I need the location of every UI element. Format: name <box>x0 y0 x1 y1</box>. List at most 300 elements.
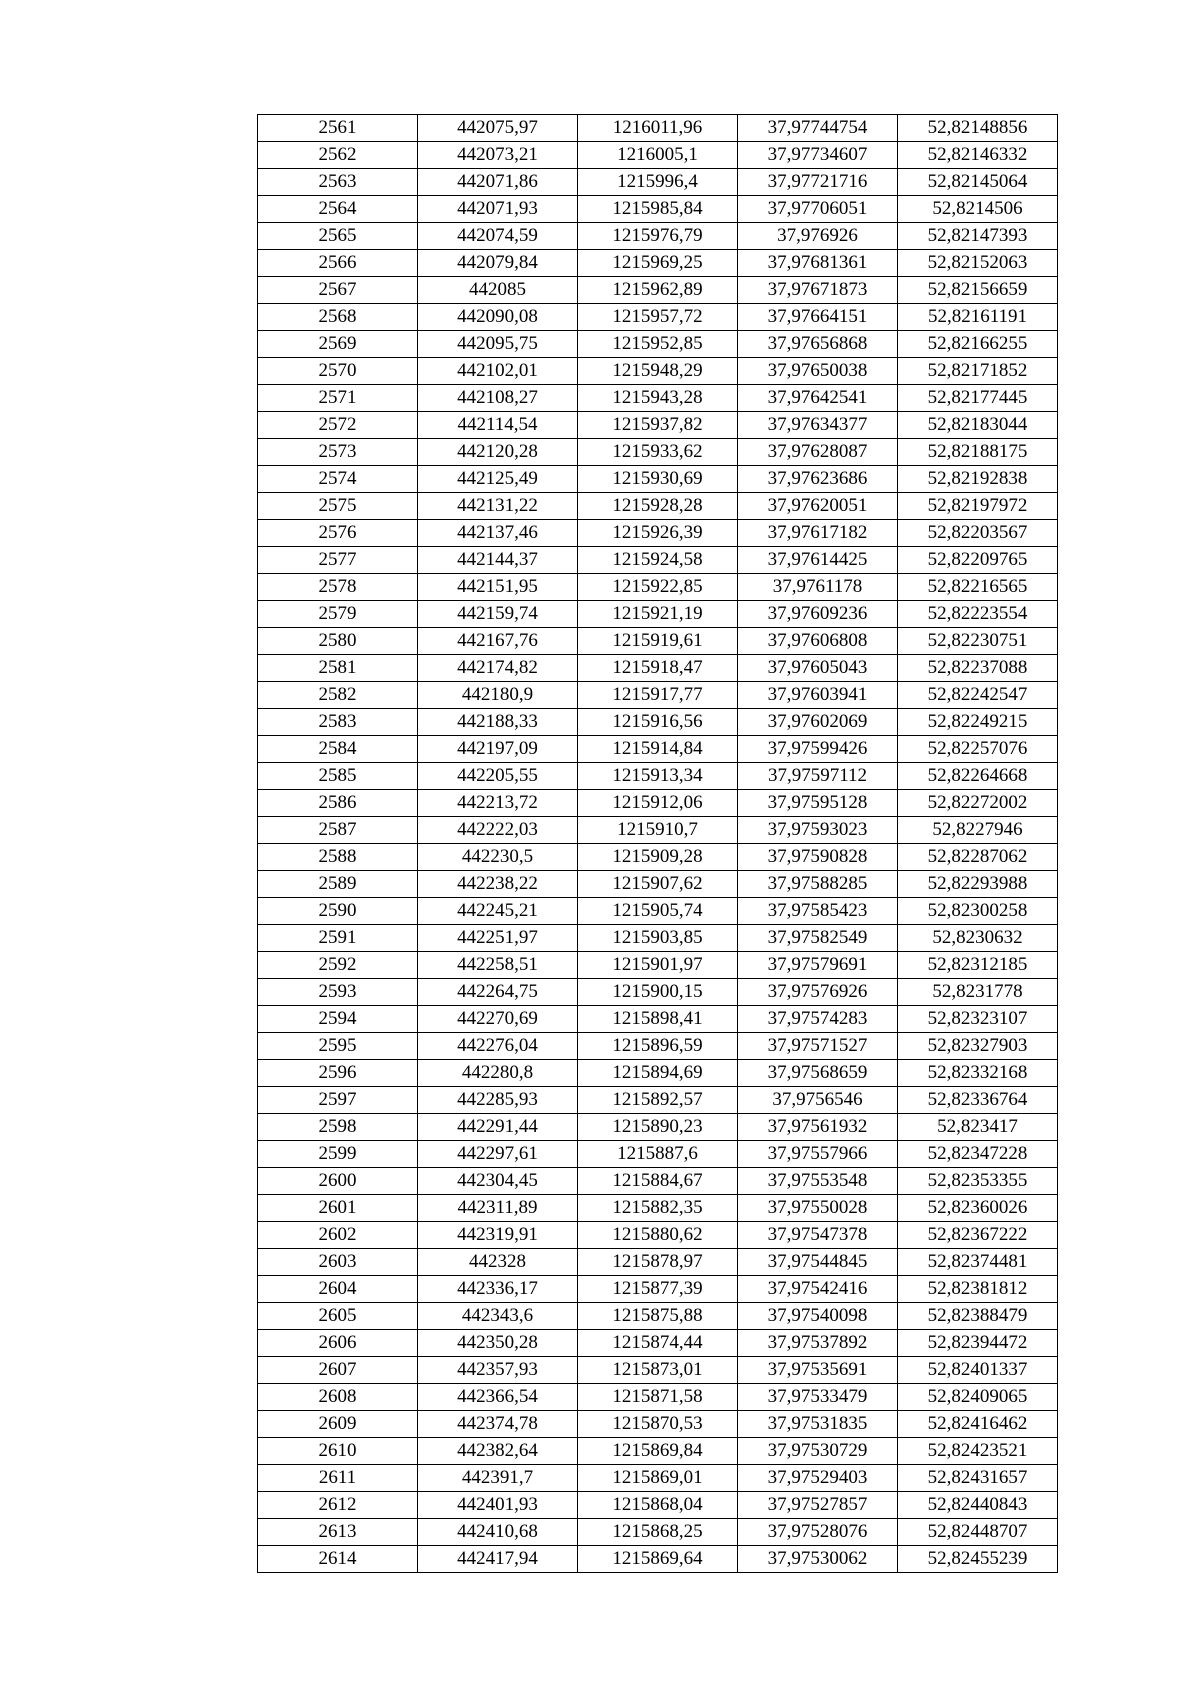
point-number-cell: 2586 <box>258 790 418 817</box>
latitude-cell: 52,82183044 <box>898 412 1058 439</box>
table-row <box>258 331 1058 358</box>
table-row <box>258 1465 1058 1492</box>
table-row <box>258 466 1058 493</box>
y-coordinate-cell: 1215943,28 <box>578 385 738 412</box>
latitude-cell: 52,82145064 <box>898 169 1058 196</box>
point-number-cell: 2580 <box>258 628 418 655</box>
x-coordinate-cell: 442417,94 <box>418 1546 578 1573</box>
table-row <box>258 1357 1058 1384</box>
longitude-cell: 37,97628087 <box>738 439 898 466</box>
x-coordinate-cell: 442343,6 <box>418 1303 578 1330</box>
table-row <box>258 169 1058 196</box>
latitude-cell: 52,82147393 <box>898 223 1058 250</box>
point-number-cell: 2606 <box>258 1330 418 1357</box>
y-coordinate-cell: 1215869,01 <box>578 1465 738 1492</box>
longitude-cell: 37,97542416 <box>738 1276 898 1303</box>
latitude-cell: 52,8214506 <box>898 196 1058 223</box>
latitude-cell: 52,82448707 <box>898 1519 1058 1546</box>
longitude-cell: 37,97606808 <box>738 628 898 655</box>
latitude-cell: 52,82388479 <box>898 1303 1058 1330</box>
table-row <box>258 493 1058 520</box>
latitude-cell: 52,82177445 <box>898 385 1058 412</box>
table-row <box>258 223 1058 250</box>
x-coordinate-cell: 442366,54 <box>418 1384 578 1411</box>
table-row <box>258 601 1058 628</box>
point-number-cell: 2614 <box>258 1546 418 1573</box>
longitude-cell: 37,97550028 <box>738 1195 898 1222</box>
y-coordinate-cell: 1215921,19 <box>578 601 738 628</box>
longitude-cell: 37,97599426 <box>738 736 898 763</box>
longitude-cell: 37,97540098 <box>738 1303 898 1330</box>
latitude-cell: 52,82312185 <box>898 952 1058 979</box>
longitude-cell: 37,97681361 <box>738 250 898 277</box>
point-number-cell: 2569 <box>258 331 418 358</box>
table-row <box>258 1222 1058 1249</box>
point-number-cell: 2595 <box>258 1033 418 1060</box>
x-coordinate-cell: 442251,97 <box>418 925 578 952</box>
point-number-cell: 2598 <box>258 1114 418 1141</box>
point-number-cell: 2575 <box>258 493 418 520</box>
table-row <box>258 358 1058 385</box>
point-number-cell: 2581 <box>258 655 418 682</box>
latitude-cell: 52,82237088 <box>898 655 1058 682</box>
x-coordinate-cell: 442205,55 <box>418 763 578 790</box>
latitude-cell: 52,82249215 <box>898 709 1058 736</box>
longitude-cell: 37,97623686 <box>738 466 898 493</box>
longitude-cell: 37,97547378 <box>738 1222 898 1249</box>
longitude-cell: 37,9761178 <box>738 574 898 601</box>
y-coordinate-cell: 1215907,62 <box>578 871 738 898</box>
latitude-cell: 52,8230632 <box>898 925 1058 952</box>
longitude-cell: 37,97595128 <box>738 790 898 817</box>
y-coordinate-cell: 1215910,7 <box>578 817 738 844</box>
longitude-cell: 37,97603941 <box>738 682 898 709</box>
coordinates-table <box>257 114 1058 1573</box>
y-coordinate-cell: 1215898,41 <box>578 1006 738 1033</box>
table-row <box>258 1168 1058 1195</box>
table-row <box>258 790 1058 817</box>
x-coordinate-cell: 442357,93 <box>418 1357 578 1384</box>
longitude-cell: 37,97744754 <box>738 115 898 142</box>
point-number-cell: 2593 <box>258 979 418 1006</box>
x-coordinate-cell: 442131,22 <box>418 493 578 520</box>
point-number-cell: 2579 <box>258 601 418 628</box>
y-coordinate-cell: 1215914,84 <box>578 736 738 763</box>
y-coordinate-cell: 1215871,58 <box>578 1384 738 1411</box>
latitude-cell: 52,82166255 <box>898 331 1058 358</box>
x-coordinate-cell: 442095,75 <box>418 331 578 358</box>
table-row <box>258 1060 1058 1087</box>
table-row <box>258 1411 1058 1438</box>
point-number-cell: 2588 <box>258 844 418 871</box>
latitude-cell: 52,82171852 <box>898 358 1058 385</box>
y-coordinate-cell: 1216011,96 <box>578 115 738 142</box>
table-row <box>258 1384 1058 1411</box>
y-coordinate-cell: 1215875,88 <box>578 1303 738 1330</box>
latitude-cell: 52,82293988 <box>898 871 1058 898</box>
table-row <box>258 898 1058 925</box>
table-row <box>258 547 1058 574</box>
table-row <box>258 628 1058 655</box>
y-coordinate-cell: 1215882,35 <box>578 1195 738 1222</box>
latitude-cell: 52,82353355 <box>898 1168 1058 1195</box>
longitude-cell: 37,97579691 <box>738 952 898 979</box>
longitude-cell: 37,97557966 <box>738 1141 898 1168</box>
table-row <box>258 763 1058 790</box>
y-coordinate-cell: 1215869,84 <box>578 1438 738 1465</box>
y-coordinate-cell: 1215919,61 <box>578 628 738 655</box>
x-coordinate-cell: 442213,72 <box>418 790 578 817</box>
point-number-cell: 2613 <box>258 1519 418 1546</box>
latitude-cell: 52,82156659 <box>898 277 1058 304</box>
y-coordinate-cell: 1216005,1 <box>578 142 738 169</box>
table-row <box>258 250 1058 277</box>
table-body <box>258 115 1058 1573</box>
latitude-cell: 52,82409065 <box>898 1384 1058 1411</box>
point-number-cell: 2566 <box>258 250 418 277</box>
x-coordinate-cell: 442073,21 <box>418 142 578 169</box>
longitude-cell: 37,97602069 <box>738 709 898 736</box>
y-coordinate-cell: 1215969,25 <box>578 250 738 277</box>
latitude-cell: 52,82216565 <box>898 574 1058 601</box>
x-coordinate-cell: 442114,54 <box>418 412 578 439</box>
x-coordinate-cell: 442188,33 <box>418 709 578 736</box>
longitude-cell: 37,97734607 <box>738 142 898 169</box>
x-coordinate-cell: 442090,08 <box>418 304 578 331</box>
y-coordinate-cell: 1215933,62 <box>578 439 738 466</box>
point-number-cell: 2599 <box>258 1141 418 1168</box>
latitude-cell: 52,82230751 <box>898 628 1058 655</box>
latitude-cell: 52,82327903 <box>898 1033 1058 1060</box>
longitude-cell: 37,97721716 <box>738 169 898 196</box>
x-coordinate-cell: 442075,97 <box>418 115 578 142</box>
longitude-cell: 37,97576926 <box>738 979 898 1006</box>
x-coordinate-cell: 442336,17 <box>418 1276 578 1303</box>
longitude-cell: 37,97609236 <box>738 601 898 628</box>
y-coordinate-cell: 1215896,59 <box>578 1033 738 1060</box>
y-coordinate-cell: 1215916,56 <box>578 709 738 736</box>
x-coordinate-cell: 442297,61 <box>418 1141 578 1168</box>
point-number-cell: 2571 <box>258 385 418 412</box>
latitude-cell: 52,82431657 <box>898 1465 1058 1492</box>
point-number-cell: 2592 <box>258 952 418 979</box>
table-row <box>258 979 1058 1006</box>
longitude-cell: 37,97588285 <box>738 871 898 898</box>
table-row <box>258 655 1058 682</box>
point-number-cell: 2584 <box>258 736 418 763</box>
x-coordinate-cell: 442222,03 <box>418 817 578 844</box>
longitude-cell: 37,97706051 <box>738 196 898 223</box>
table-row <box>258 1114 1058 1141</box>
table-row <box>258 1087 1058 1114</box>
longitude-cell: 37,97530062 <box>738 1546 898 1573</box>
longitude-cell: 37,97605043 <box>738 655 898 682</box>
y-coordinate-cell: 1215880,62 <box>578 1222 738 1249</box>
point-number-cell: 2589 <box>258 871 418 898</box>
latitude-cell: 52,8231778 <box>898 979 1058 1006</box>
latitude-cell: 52,82152063 <box>898 250 1058 277</box>
longitude-cell: 37,97568659 <box>738 1060 898 1087</box>
x-coordinate-cell: 442270,69 <box>418 1006 578 1033</box>
table-row <box>258 304 1058 331</box>
latitude-cell: 52,82336764 <box>898 1087 1058 1114</box>
y-coordinate-cell: 1215892,57 <box>578 1087 738 1114</box>
y-coordinate-cell: 1215912,06 <box>578 790 738 817</box>
y-coordinate-cell: 1215890,23 <box>578 1114 738 1141</box>
point-number-cell: 2591 <box>258 925 418 952</box>
table-row <box>258 142 1058 169</box>
x-coordinate-cell: 442174,82 <box>418 655 578 682</box>
latitude-cell: 52,82300258 <box>898 898 1058 925</box>
point-number-cell: 2562 <box>258 142 418 169</box>
latitude-cell: 52,82197972 <box>898 493 1058 520</box>
y-coordinate-cell: 1215926,39 <box>578 520 738 547</box>
x-coordinate-cell: 442085 <box>418 277 578 304</box>
point-number-cell: 2602 <box>258 1222 418 1249</box>
y-coordinate-cell: 1215957,72 <box>578 304 738 331</box>
table-row <box>258 709 1058 736</box>
x-coordinate-cell: 442074,59 <box>418 223 578 250</box>
table-row <box>258 1033 1058 1060</box>
latitude-cell: 52,82423521 <box>898 1438 1058 1465</box>
x-coordinate-cell: 442304,45 <box>418 1168 578 1195</box>
y-coordinate-cell: 1215869,64 <box>578 1546 738 1573</box>
x-coordinate-cell: 442391,7 <box>418 1465 578 1492</box>
point-number-cell: 2611 <box>258 1465 418 1492</box>
y-coordinate-cell: 1215901,97 <box>578 952 738 979</box>
x-coordinate-cell: 442276,04 <box>418 1033 578 1060</box>
x-coordinate-cell: 442245,21 <box>418 898 578 925</box>
table-row <box>258 844 1058 871</box>
point-number-cell: 2565 <box>258 223 418 250</box>
y-coordinate-cell: 1215928,28 <box>578 493 738 520</box>
table-row <box>258 871 1058 898</box>
latitude-cell: 52,8227946 <box>898 817 1058 844</box>
latitude-cell: 52,82272002 <box>898 790 1058 817</box>
latitude-cell: 52,82401337 <box>898 1357 1058 1384</box>
longitude-cell: 37,97553548 <box>738 1168 898 1195</box>
y-coordinate-cell: 1215878,97 <box>578 1249 738 1276</box>
table-row <box>258 1195 1058 1222</box>
y-coordinate-cell: 1215894,69 <box>578 1060 738 1087</box>
table-row <box>258 520 1058 547</box>
longitude-cell: 37,97571527 <box>738 1033 898 1060</box>
table-row <box>258 1438 1058 1465</box>
x-coordinate-cell: 442382,64 <box>418 1438 578 1465</box>
point-number-cell: 2596 <box>258 1060 418 1087</box>
longitude-cell: 37,97617182 <box>738 520 898 547</box>
x-coordinate-cell: 442071,86 <box>418 169 578 196</box>
y-coordinate-cell: 1215874,44 <box>578 1330 738 1357</box>
point-number-cell: 2563 <box>258 169 418 196</box>
latitude-cell: 52,82242547 <box>898 682 1058 709</box>
table-row <box>258 385 1058 412</box>
point-number-cell: 2583 <box>258 709 418 736</box>
longitude-cell: 37,97642541 <box>738 385 898 412</box>
longitude-cell: 37,97582549 <box>738 925 898 952</box>
x-coordinate-cell: 442238,22 <box>418 871 578 898</box>
longitude-cell: 37,97537892 <box>738 1330 898 1357</box>
latitude-cell: 52,82381812 <box>898 1276 1058 1303</box>
longitude-cell: 37,97597112 <box>738 763 898 790</box>
table-row <box>258 952 1058 979</box>
y-coordinate-cell: 1215900,15 <box>578 979 738 1006</box>
latitude-cell: 52,82161191 <box>898 304 1058 331</box>
point-number-cell: 2612 <box>258 1492 418 1519</box>
latitude-cell: 52,82146332 <box>898 142 1058 169</box>
table-row <box>258 1519 1058 1546</box>
y-coordinate-cell: 1215937,82 <box>578 412 738 439</box>
latitude-cell: 52,82416462 <box>898 1411 1058 1438</box>
y-coordinate-cell: 1215884,67 <box>578 1168 738 1195</box>
y-coordinate-cell: 1215985,84 <box>578 196 738 223</box>
latitude-cell: 52,82394472 <box>898 1330 1058 1357</box>
latitude-cell: 52,82203567 <box>898 520 1058 547</box>
y-coordinate-cell: 1215952,85 <box>578 331 738 358</box>
y-coordinate-cell: 1215924,58 <box>578 547 738 574</box>
longitude-cell: 37,97530729 <box>738 1438 898 1465</box>
x-coordinate-cell: 442071,93 <box>418 196 578 223</box>
latitude-cell: 52,82360026 <box>898 1195 1058 1222</box>
x-coordinate-cell: 442401,93 <box>418 1492 578 1519</box>
x-coordinate-cell: 442311,89 <box>418 1195 578 1222</box>
longitude-cell: 37,9756546 <box>738 1087 898 1114</box>
table-row <box>258 1546 1058 1573</box>
point-number-cell: 2576 <box>258 520 418 547</box>
point-number-cell: 2567 <box>258 277 418 304</box>
longitude-cell: 37,97650038 <box>738 358 898 385</box>
x-coordinate-cell: 442159,74 <box>418 601 578 628</box>
latitude-cell: 52,82148856 <box>898 115 1058 142</box>
table-row <box>258 1141 1058 1168</box>
latitude-cell: 52,82209765 <box>898 547 1058 574</box>
y-coordinate-cell: 1215996,4 <box>578 169 738 196</box>
x-coordinate-cell: 442319,91 <box>418 1222 578 1249</box>
table-row <box>258 196 1058 223</box>
x-coordinate-cell: 442285,93 <box>418 1087 578 1114</box>
x-coordinate-cell: 442410,68 <box>418 1519 578 1546</box>
x-coordinate-cell: 442258,51 <box>418 952 578 979</box>
y-coordinate-cell: 1215948,29 <box>578 358 738 385</box>
table-row <box>258 1276 1058 1303</box>
y-coordinate-cell: 1215873,01 <box>578 1357 738 1384</box>
point-number-cell: 2564 <box>258 196 418 223</box>
x-coordinate-cell: 442137,46 <box>418 520 578 547</box>
longitude-cell: 37,97634377 <box>738 412 898 439</box>
longitude-cell: 37,97593023 <box>738 817 898 844</box>
y-coordinate-cell: 1215909,28 <box>578 844 738 871</box>
y-coordinate-cell: 1215887,6 <box>578 1141 738 1168</box>
table-row <box>258 1006 1058 1033</box>
x-coordinate-cell: 442180,9 <box>418 682 578 709</box>
longitude-cell: 37,97528076 <box>738 1519 898 1546</box>
longitude-cell: 37,97527857 <box>738 1492 898 1519</box>
y-coordinate-cell: 1215905,74 <box>578 898 738 925</box>
table-row <box>258 115 1058 142</box>
point-number-cell: 2605 <box>258 1303 418 1330</box>
longitude-cell: 37,97533479 <box>738 1384 898 1411</box>
x-coordinate-cell: 442230,5 <box>418 844 578 871</box>
x-coordinate-cell: 442125,49 <box>418 466 578 493</box>
latitude-cell: 52,82367222 <box>898 1222 1058 1249</box>
point-number-cell: 2568 <box>258 304 418 331</box>
latitude-cell: 52,82347228 <box>898 1141 1058 1168</box>
x-coordinate-cell: 442120,28 <box>418 439 578 466</box>
y-coordinate-cell: 1215903,85 <box>578 925 738 952</box>
latitude-cell: 52,82455239 <box>898 1546 1058 1573</box>
x-coordinate-cell: 442280,8 <box>418 1060 578 1087</box>
table-row <box>258 1303 1058 1330</box>
latitude-cell: 52,82192838 <box>898 466 1058 493</box>
latitude-cell: 52,82374481 <box>898 1249 1058 1276</box>
y-coordinate-cell: 1215877,39 <box>578 1276 738 1303</box>
longitude-cell: 37,97620051 <box>738 493 898 520</box>
longitude-cell: 37,97671873 <box>738 277 898 304</box>
latitude-cell: 52,82332168 <box>898 1060 1058 1087</box>
x-coordinate-cell: 442102,01 <box>418 358 578 385</box>
point-number-cell: 2594 <box>258 1006 418 1033</box>
x-coordinate-cell: 442264,75 <box>418 979 578 1006</box>
latitude-cell: 52,82223554 <box>898 601 1058 628</box>
point-number-cell: 2609 <box>258 1411 418 1438</box>
x-coordinate-cell: 442167,76 <box>418 628 578 655</box>
y-coordinate-cell: 1215913,34 <box>578 763 738 790</box>
point-number-cell: 2587 <box>258 817 418 844</box>
point-number-cell: 2610 <box>258 1438 418 1465</box>
table-row <box>258 1249 1058 1276</box>
longitude-cell: 37,97561932 <box>738 1114 898 1141</box>
point-number-cell: 2607 <box>258 1357 418 1384</box>
latitude-cell: 52,82287062 <box>898 844 1058 871</box>
x-coordinate-cell: 442079,84 <box>418 250 578 277</box>
point-number-cell: 2577 <box>258 547 418 574</box>
longitude-cell: 37,97664151 <box>738 304 898 331</box>
x-coordinate-cell: 442374,78 <box>418 1411 578 1438</box>
longitude-cell: 37,97590828 <box>738 844 898 871</box>
y-coordinate-cell: 1215868,25 <box>578 1519 738 1546</box>
point-number-cell: 2608 <box>258 1384 418 1411</box>
table-row <box>258 439 1058 466</box>
latitude-cell: 52,82257076 <box>898 736 1058 763</box>
point-number-cell: 2604 <box>258 1276 418 1303</box>
y-coordinate-cell: 1215962,89 <box>578 277 738 304</box>
table-row <box>258 736 1058 763</box>
longitude-cell: 37,97574283 <box>738 1006 898 1033</box>
table-row <box>258 817 1058 844</box>
point-number-cell: 2572 <box>258 412 418 439</box>
table-row <box>258 412 1058 439</box>
longitude-cell: 37,97535691 <box>738 1357 898 1384</box>
point-number-cell: 2574 <box>258 466 418 493</box>
point-number-cell: 2597 <box>258 1087 418 1114</box>
latitude-cell: 52,823417 <box>898 1114 1058 1141</box>
point-number-cell: 2578 <box>258 574 418 601</box>
x-coordinate-cell: 442197,09 <box>418 736 578 763</box>
y-coordinate-cell: 1215930,69 <box>578 466 738 493</box>
longitude-cell: 37,97656868 <box>738 331 898 358</box>
point-number-cell: 2573 <box>258 439 418 466</box>
longitude-cell: 37,97531835 <box>738 1411 898 1438</box>
table-row <box>258 682 1058 709</box>
table-row <box>258 277 1058 304</box>
x-coordinate-cell: 442108,27 <box>418 385 578 412</box>
y-coordinate-cell: 1215868,04 <box>578 1492 738 1519</box>
longitude-cell: 37,976926 <box>738 223 898 250</box>
y-coordinate-cell: 1215918,47 <box>578 655 738 682</box>
longitude-cell: 37,97544845 <box>738 1249 898 1276</box>
point-number-cell: 2582 <box>258 682 418 709</box>
point-number-cell: 2561 <box>258 115 418 142</box>
